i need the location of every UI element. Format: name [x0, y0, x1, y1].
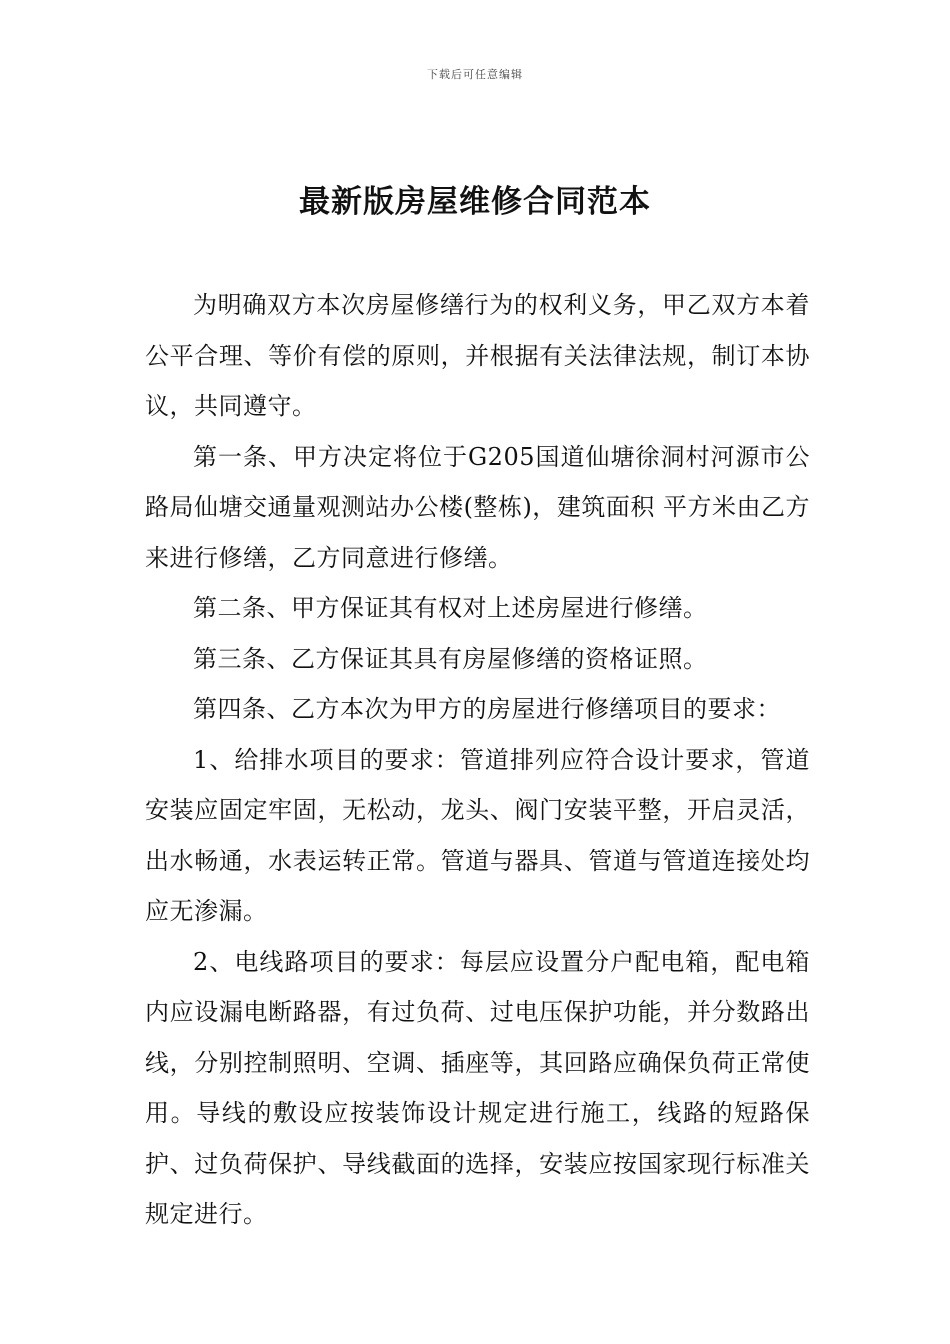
paragraph-intro: 为明确双方本次房屋修缮行为的权利义务，甲乙双方本着公平合理、等价有偿的原则，并根据有关法律法规，制订本协议，共同遵守。 — [145, 291, 810, 420]
paragraph-item-plumbing: 1、给排水项目的要求：管道排列应符合设计要求，管道安装应固定牢固，无松动，龙头、阀门安装平整，开启灵活，出水畅通，水表运转正常。管道与器具、管道与管道连接处均应无渗漏。 — [145, 745, 810, 925]
paragraph-article-2: 第二条、甲方保证其有权对上述房屋进行修缮。 — [193, 594, 708, 622]
paragraph-item-electrical: 2、电线路项目的要求：每层应设置分户配电箱，配电箱内应设漏电断路器，有过负荷、过电压保护功能，并分数路出线，分别控制照明、空调、插座等，其回路应确保负荷正常使用。导线的敷设应按装饰设计规定进行施工，线路的短路保护、过负荷保护、导线截面的选择，安装应按国家现行标准关规定进行。 — [145, 947, 810, 1228]
document-title: 最新版房屋维修合同范本 — [299, 184, 651, 220]
document-body — [145, 280, 810, 1240]
paragraph-article-4: 第四条、乙方本次为甲方的房屋进行修缮项目的要求： — [193, 695, 781, 723]
paragraph-article-3: 第三条、乙方保证其具有房屋修缮的资格证照。 — [193, 644, 708, 673]
paragraph-article-1: 第一条、甲方决定将位于G205国道仙塘徐洞村河源市公路局仙塘交通量观测站办公楼(整栋)，建筑面积 平方米由乙方来进行修缮，乙方同意进行修缮。 — [145, 442, 810, 572]
header-note: 下载后可任意编辑 — [427, 68, 523, 81]
